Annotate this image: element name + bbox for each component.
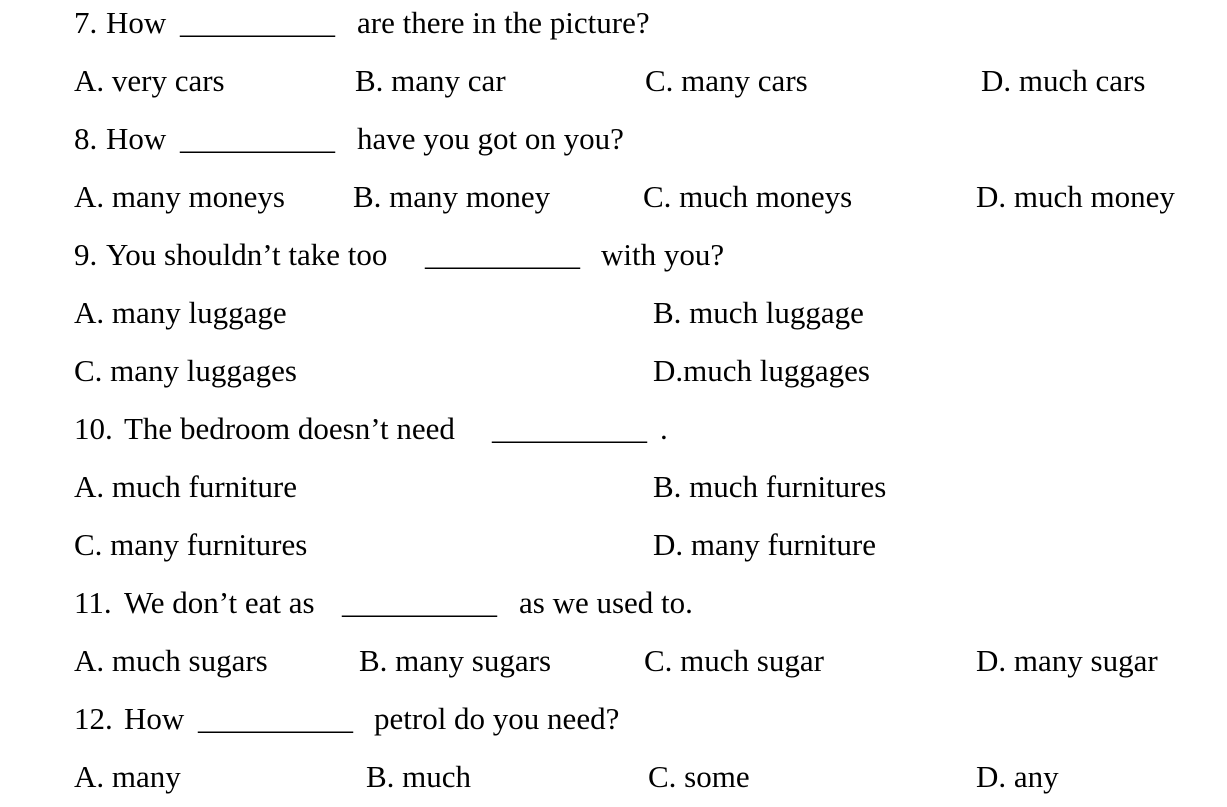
options-9-row-2 [0,351,1227,391]
question-text-before: How [124,701,185,736]
question-text-before: We don’t eat as [124,585,315,620]
option-d: D. much money [976,179,1175,214]
options-9-row-1 [0,293,1227,333]
option-a: A. much sugars [74,643,268,678]
question-text-after: are there in the picture? [357,5,650,40]
options-12 [0,757,1227,797]
option-c: C. much moneys [643,179,853,214]
question-text-after: petrol do you need? [374,701,620,736]
option-b: B. many car [355,63,506,98]
option-b: B. many money [353,179,551,214]
option-a: A. many luggage [74,295,287,330]
answer-blank: __________ [180,5,335,40]
question-number: 11. [74,585,112,620]
question-text-after: as we used to. [519,585,693,620]
question-8 [0,119,1227,159]
option-d: D. many sugar [976,643,1158,678]
options-10-row-1 [0,467,1227,507]
option-c: C. many luggages [74,353,297,388]
option-c: C. many cars [645,63,808,98]
question-12 [0,699,1227,739]
answer-blank: __________ [425,237,580,272]
option-b: B. much furnitures [653,469,887,504]
option-a: A. much furniture [74,469,297,504]
option-b: B. many sugars [359,643,552,678]
option-c: C. many furnitures [74,527,308,562]
question-text-after: with you? [601,237,725,272]
option-d: D. any [976,759,1059,794]
option-a: A. many moneys [74,179,285,214]
option-c: C. some [648,759,750,794]
options-11 [0,641,1227,681]
question-text-before: You shouldn’t take too [106,237,388,272]
question-text-after: have you got on you? [357,121,624,156]
question-9 [0,235,1227,275]
option-b: B. much [366,759,472,794]
option-d: D. much cars [981,63,1146,98]
option-c: C. much sugar [644,643,824,678]
answer-blank: __________ [342,585,497,620]
question-number: 12. [74,701,113,736]
question-number: 9. [74,237,98,272]
question-text-after: . [660,411,668,446]
question-text-before: The bedroom doesn’t need [124,411,455,446]
option-b: B. much luggage [653,295,864,330]
option-d: D. many furniture [653,527,876,562]
question-10 [0,409,1227,449]
option-d: D.much luggages [653,353,870,388]
options-7 [0,61,1227,101]
question-text-before: How [106,121,167,156]
option-a: A. many [74,759,181,794]
question-text-before: How [106,5,167,40]
answer-blank: __________ [180,121,335,156]
answer-blank: __________ [492,411,647,446]
question-number: 10. [74,411,113,446]
question-11 [0,583,1227,623]
option-a: A. very cars [74,63,225,98]
options-8 [0,177,1227,217]
answer-blank: __________ [198,701,353,736]
question-7 [0,3,1227,43]
options-10-row-2 [0,525,1227,565]
question-number: 7. [74,5,98,40]
question-number: 8. [74,121,98,156]
